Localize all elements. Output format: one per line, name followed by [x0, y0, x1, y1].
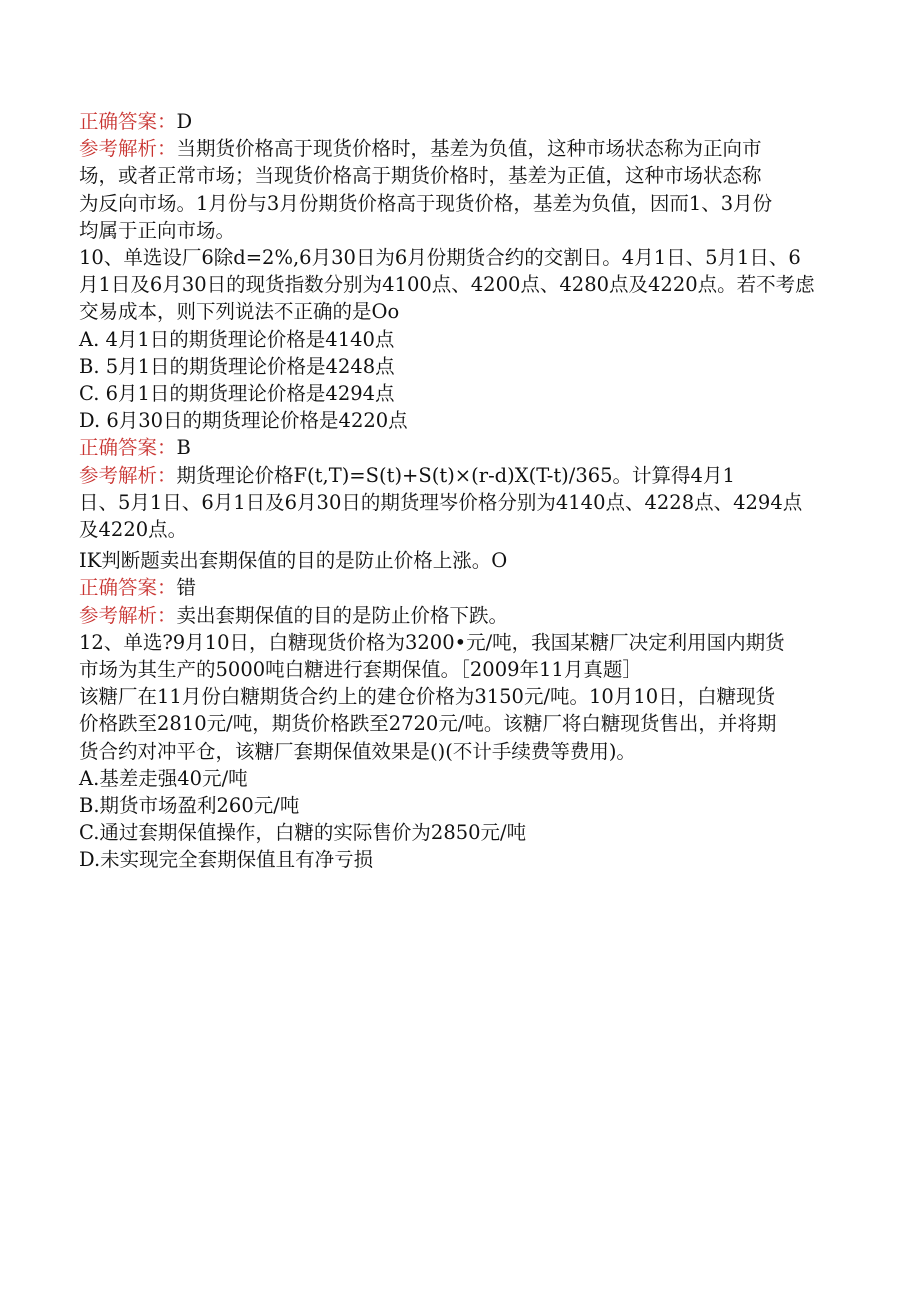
- q12-stem-line: 货合约对冲平仓，该糖厂套期保值效果是()(不计手续费等费用)。: [79, 739, 636, 763]
- answer-value: D: [176, 110, 193, 133]
- q10-option-c: C. 6月1日的期货理论价格是4294点: [79, 382, 395, 406]
- answer-label: 正确答案：: [79, 576, 177, 600]
- q9-analysis-line: 均属于正向市场。: [79, 218, 236, 242]
- q10-stem-line: 交易成本，则下列说法不正确的是Oo: [79, 300, 400, 324]
- q10-stem-line: 月1日及6月30日的现货指数分别为4100点、4200点、4280点及4220点。若不考虑: [79, 273, 815, 297]
- q9-analysis-line: 为反向市场。1月份与3月份期货价格高于现货价格，基差为负值，因而1、3月份: [79, 191, 773, 215]
- q12-stem-line: 价格跌至2810元/吨，期货价格跌至2720元/吨。该糖厂将白糖现货售出，并将期: [79, 712, 777, 736]
- q12-option-b: B.期货市场盈利260元/吨: [79, 794, 300, 818]
- q10-analysis-line: 日、5月1日、6月1日及6月30日的期货理岑价格分别为4140点、4228点、4294点: [79, 490, 803, 514]
- analysis-text: 当期货价格高于现货价格时，基差为负值，这种市场状态称为正向市: [176, 137, 762, 161]
- q10-option-a: A. 4月1日的期货理论价格是4140点: [79, 327, 395, 351]
- q9-analysis-line: 场，或者正常市场；当现货价格高于期货价格时，基差为正值，这种市场状态称: [79, 164, 762, 188]
- answer-value: 错: [176, 576, 197, 600]
- q12-option-a: A.基差走强40元/吨: [79, 766, 248, 790]
- answer-value: B: [176, 436, 191, 460]
- q12-stem-line: 12、单选?9月10日，白糖现货价格为3200•元/吨，我国某糖厂决定利用国内期货: [79, 630, 785, 654]
- q11-analysis-line: [79, 602, 849, 629]
- analysis-text: 卖出套期保值的目的是防止价格下跌。: [176, 603, 509, 627]
- analysis-label: 参考解析：: [79, 137, 177, 161]
- analysis-label: 参考解析：: [79, 603, 177, 627]
- q10-option-d: D. 6月30日的期货理论价格是4220点: [79, 409, 408, 433]
- q12-option-d: D.未实现完全套期保值且有净亏损: [79, 848, 374, 872]
- q10-answer: [79, 434, 849, 461]
- q10-option-b: B. 5月1日的期货理论价格是4248点: [79, 354, 395, 378]
- q11-answer: [79, 574, 849, 601]
- document-page: [79, 108, 849, 874]
- q12-stem-line: 该糖厂在11月份白糖期货合约上的建仓价格为3150元/吨。10月10日，白糖现货: [79, 685, 776, 709]
- q9-answer: [79, 108, 849, 135]
- q12-stem-line: 市场为其生产的5000吨白糖进行套期保值。［2009年11月真题］: [79, 658, 642, 682]
- analysis-text: 期货理论价格F(t,T)=S(t)+S(t)×(r-d)X(T-t)/365。计算得4月1: [176, 463, 735, 487]
- q12-option-c: C.通过套期保值操作，白糖的实际售价为2850元/吨: [79, 821, 527, 845]
- answer-label: 正确答案：: [79, 110, 177, 133]
- answer-label: 正确答案：: [79, 436, 177, 460]
- q10-analysis-line: 及4220点。: [79, 518, 188, 542]
- analysis-label: 参考解析：: [79, 463, 177, 487]
- q11-stem: IK判断题卖出套期保值的目的是防止价格上涨。O: [79, 549, 508, 573]
- q9-analysis-line: [79, 135, 849, 162]
- q10-analysis-line: [79, 462, 849, 489]
- q10-stem-line: 10、单选设厂6除d=2%,6月30日为6月份期货合约的交割日。4月1日、5月1日、6: [79, 246, 801, 270]
